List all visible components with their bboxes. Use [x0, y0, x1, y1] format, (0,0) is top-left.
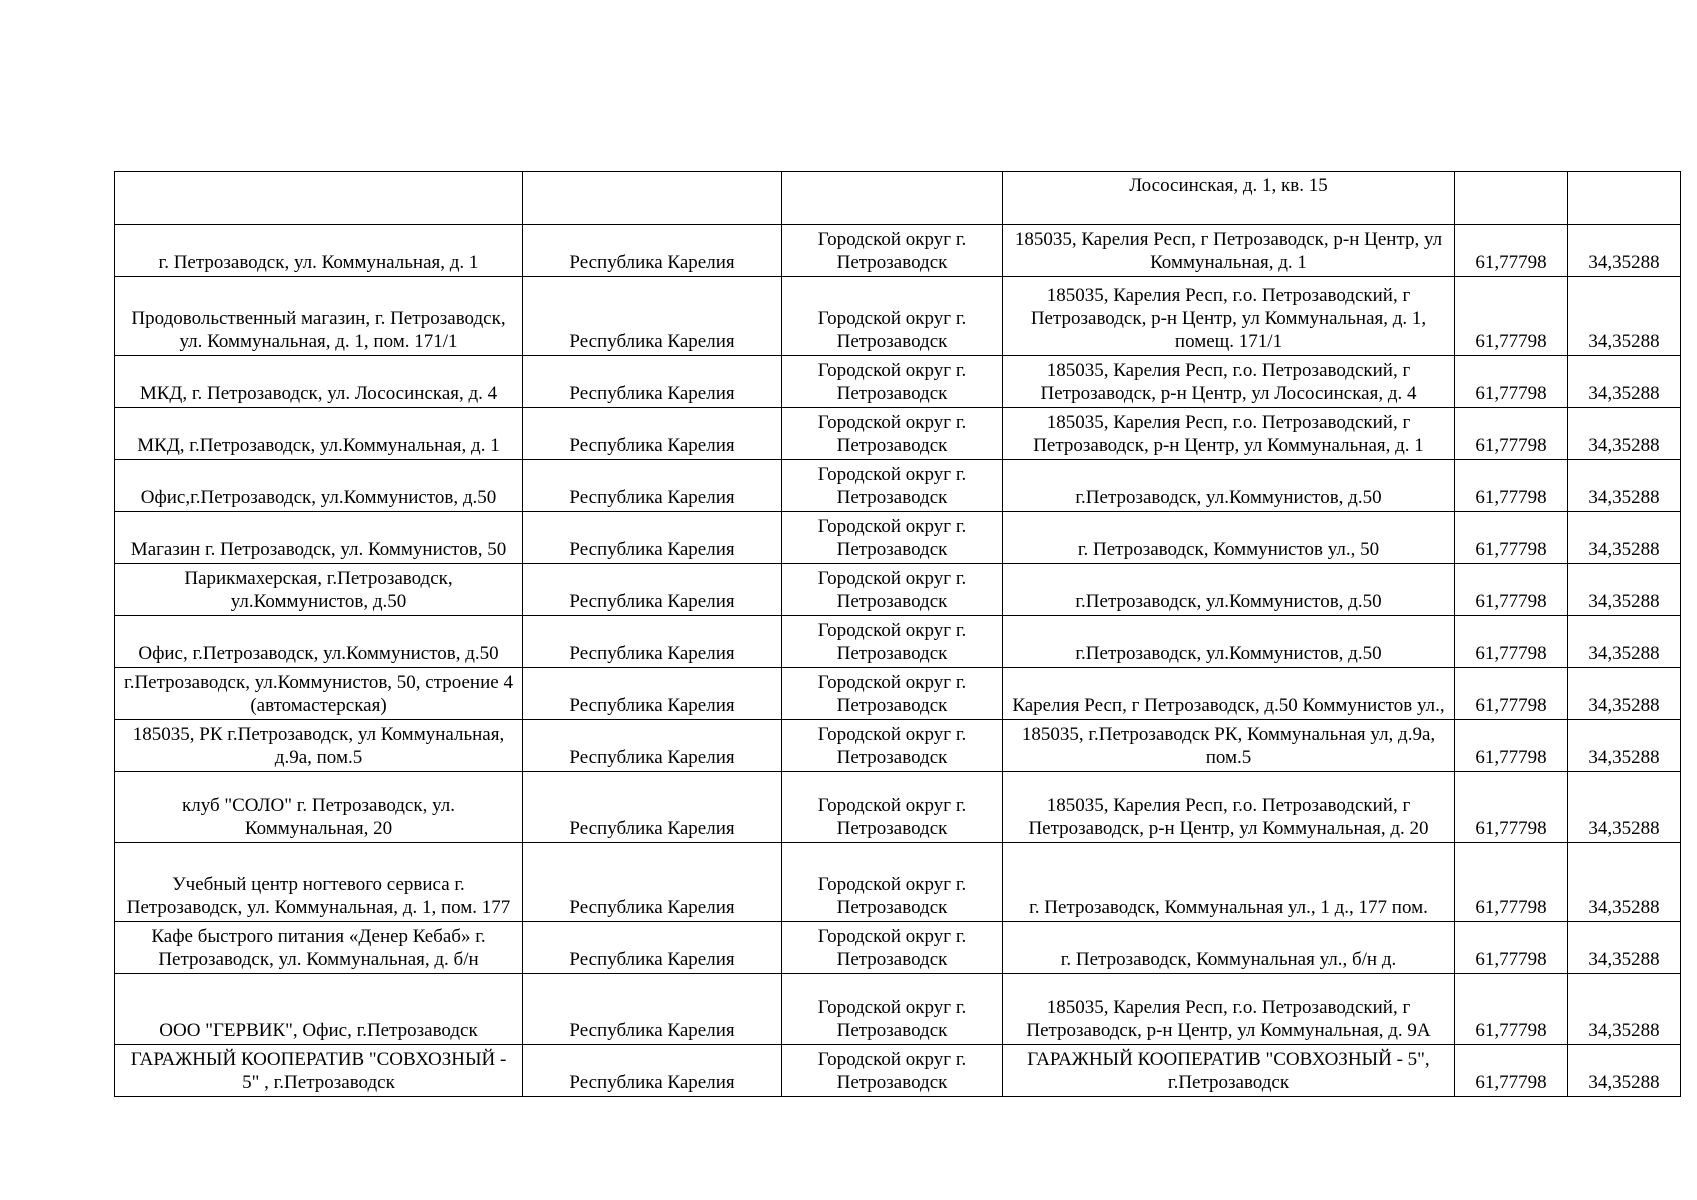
object-name-cell: Кафе быстрого питания «Денер Кебаб» г. Петрозаводск, ул. Коммунальная, д. б/н — [115, 922, 523, 974]
latitude-cell — [1455, 172, 1568, 225]
region-cell — [523, 172, 782, 225]
object-name-cell: МКД, г.Петрозаводск, ул.Коммунальная, д. 1 — [115, 408, 523, 460]
latitude-cell: 61,77798 — [1455, 460, 1568, 512]
latitude-cell: 61,77798 — [1455, 512, 1568, 564]
latitude-cell: 61,77798 — [1455, 564, 1568, 616]
table-row — [115, 974, 1681, 1045]
address-cell: Карелия Респ, г Петрозаводск, д.50 Коммунистов ул., — [1003, 668, 1455, 720]
object-name-cell: ГАРАЖНЫЙ КООПЕРАТИВ "СОВХОЗНЫЙ - 5" , г.Петрозаводск — [115, 1045, 523, 1097]
table-row — [115, 843, 1681, 922]
object-name-cell: г.Петрозаводск, ул.Коммунистов, 50, строение 4 (автомастерская) — [115, 668, 523, 720]
longitude-cell: 34,35288 — [1568, 843, 1681, 922]
latitude-cell: 61,77798 — [1455, 974, 1568, 1045]
region-cell: Республика Карелия — [523, 1045, 782, 1097]
municipality-cell: Городской округ г. Петрозаводск — [782, 225, 1003, 277]
municipality-cell: Городской округ г. Петрозаводск — [782, 616, 1003, 668]
object-name-cell — [115, 172, 523, 225]
table-row — [115, 408, 1681, 460]
region-cell: Республика Карелия — [523, 512, 782, 564]
table-row — [115, 922, 1681, 974]
object-name-cell: Офис,г.Петрозаводск, ул.Коммунистов, д.50 — [115, 460, 523, 512]
longitude-cell: 34,35288 — [1568, 668, 1681, 720]
table-row — [115, 277, 1681, 356]
table-body — [115, 172, 1681, 1097]
table-row — [115, 356, 1681, 408]
longitude-cell: 34,35288 — [1568, 616, 1681, 668]
address-cell: 185035, Карелия Респ, г.о. Петрозаводский, г Петрозаводск, р-н Центр, ул Коммунальная, д. 1, помещ. 171/1 — [1003, 277, 1455, 356]
latitude-cell: 61,77798 — [1455, 843, 1568, 922]
latitude-cell: 61,77798 — [1455, 408, 1568, 460]
municipality-cell: Городской округ г. Петрозаводск — [782, 356, 1003, 408]
table-row — [115, 512, 1681, 564]
object-name-cell: Учебный центр ногтевого сервиса г. Петрозаводск, ул. Коммунальная, д. 1, пом. 177 — [115, 843, 523, 922]
address-cell: 185035, Карелия Респ, г.о. Петрозаводский, г Петрозаводск, р-н Центр, ул Коммунальная, д. 20 — [1003, 772, 1455, 843]
table-row — [115, 668, 1681, 720]
longitude-cell: 34,35288 — [1568, 974, 1681, 1045]
municipality-cell: Городской округ г. Петрозаводск — [782, 460, 1003, 512]
longitude-cell: 34,35288 — [1568, 225, 1681, 277]
address-cell: 185035, г.Петрозаводск РК, Коммунальная ул, д.9а, пом.5 — [1003, 720, 1455, 772]
region-cell: Республика Карелия — [523, 616, 782, 668]
municipality-cell: Городской округ г. Петрозаводск — [782, 512, 1003, 564]
longitude-cell: 34,35288 — [1568, 564, 1681, 616]
object-name-cell: ООО "ГЕРВИК", Офис, г.Петрозаводск — [115, 974, 523, 1045]
address-cell: ГАРАЖНЫЙ КООПЕРАТИВ "СОВХОЗНЫЙ - 5", г.Петрозаводск — [1003, 1045, 1455, 1097]
region-cell: Республика Карелия — [523, 974, 782, 1045]
latitude-cell: 61,77798 — [1455, 616, 1568, 668]
region-cell: Республика Карелия — [523, 225, 782, 277]
municipality-cell — [782, 172, 1003, 225]
longitude-cell: 34,35288 — [1568, 720, 1681, 772]
latitude-cell: 61,77798 — [1455, 922, 1568, 974]
object-name-cell: Парикмахерская, г.Петрозаводск, ул.Коммунистов, д.50 — [115, 564, 523, 616]
object-name-cell: Офис, г.Петрозаводск, ул.Коммунистов, д.50 — [115, 616, 523, 668]
longitude-cell: 34,35288 — [1568, 772, 1681, 843]
longitude-cell: 34,35288 — [1568, 922, 1681, 974]
municipality-cell: Городской округ г. Петрозаводск — [782, 772, 1003, 843]
municipality-cell: Городской округ г. Петрозаводск — [782, 720, 1003, 772]
address-cell: 185035, Карелия Респ, г Петрозаводск, р-н Центр, ул Коммунальная, д. 1 — [1003, 225, 1455, 277]
municipality-cell: Городской округ г. Петрозаводск — [782, 408, 1003, 460]
longitude-cell: 34,35288 — [1568, 356, 1681, 408]
region-cell: Республика Карелия — [523, 408, 782, 460]
municipality-cell: Городской округ г. Петрозаводск — [782, 974, 1003, 1045]
latitude-cell: 61,77798 — [1455, 356, 1568, 408]
municipality-cell: Городской округ г. Петрозаводск — [782, 668, 1003, 720]
longitude-cell: 34,35288 — [1568, 277, 1681, 356]
region-cell: Республика Карелия — [523, 564, 782, 616]
address-cell: Лососинская, д. 1, кв. 15 — [1003, 172, 1455, 225]
address-cell: г.Петрозаводск, ул.Коммунистов, д.50 — [1003, 616, 1455, 668]
table-row — [115, 460, 1681, 512]
municipality-cell: Городской округ г. Петрозаводск — [782, 1045, 1003, 1097]
address-cell: г. Петрозаводск, Коммунистов ул., 50 — [1003, 512, 1455, 564]
municipality-cell: Городской округ г. Петрозаводск — [782, 564, 1003, 616]
latitude-cell: 61,77798 — [1455, 772, 1568, 843]
object-name-cell: г. Петрозаводск, ул. Коммунальная, д. 1 — [115, 225, 523, 277]
region-cell: Республика Карелия — [523, 720, 782, 772]
address-cell: 185035, Карелия Респ, г.о. Петрозаводский, г Петрозаводск, р-н Центр, ул Коммунальная, д. 9А — [1003, 974, 1455, 1045]
address-cell: 185035, Карелия Респ, г.о. Петрозаводский, г Петрозаводск, р-н Центр, ул Лососинская, д. 4 — [1003, 356, 1455, 408]
region-cell: Республика Карелия — [523, 922, 782, 974]
latitude-cell: 61,77798 — [1455, 668, 1568, 720]
municipality-cell: Городской округ г. Петрозаводск — [782, 277, 1003, 356]
municipality-cell: Городской округ г. Петрозаводск — [782, 922, 1003, 974]
address-cell: г. Петрозаводск, Коммунальная ул., б/н д. — [1003, 922, 1455, 974]
address-cell: 185035, Карелия Респ, г.о. Петрозаводский, г Петрозаводск, р-н Центр, ул Коммунальная, д. 1 — [1003, 408, 1455, 460]
longitude-cell: 34,35288 — [1568, 512, 1681, 564]
address-cell: г.Петрозаводск, ул.Коммунистов, д.50 — [1003, 460, 1455, 512]
object-name-cell: 185035, РК г.Петрозаводск, ул Коммунальная, д.9а, пом.5 — [115, 720, 523, 772]
latitude-cell: 61,77798 — [1455, 1045, 1568, 1097]
longitude-cell: 34,35288 — [1568, 460, 1681, 512]
address-cell: г. Петрозаводск, Коммунальная ул., 1 д., 177 пом. — [1003, 843, 1455, 922]
longitude-cell — [1568, 172, 1681, 225]
table-row — [115, 172, 1681, 225]
address-cell: г.Петрозаводск, ул.Коммунистов, д.50 — [1003, 564, 1455, 616]
table-row — [115, 225, 1681, 277]
region-cell: Республика Карелия — [523, 460, 782, 512]
region-cell: Республика Карелия — [523, 277, 782, 356]
table-row — [115, 772, 1681, 843]
table-row — [115, 1045, 1681, 1097]
table-row — [115, 564, 1681, 616]
latitude-cell: 61,77798 — [1455, 225, 1568, 277]
region-cell: Республика Карелия — [523, 772, 782, 843]
longitude-cell: 34,35288 — [1568, 408, 1681, 460]
table-row — [115, 720, 1681, 772]
table-row — [115, 616, 1681, 668]
object-name-cell: Продовольственный магазин, г. Петрозаводск, ул. Коммунальная, д. 1, пом. 171/1 — [115, 277, 523, 356]
address-table — [114, 171, 1681, 1097]
object-name-cell: клуб "СОЛО" г. Петрозаводск, ул. Коммунальная, 20 — [115, 772, 523, 843]
municipality-cell: Городской округ г. Петрозаводск — [782, 843, 1003, 922]
object-name-cell: Магазин г. Петрозаводск, ул. Коммунистов, 50 — [115, 512, 523, 564]
latitude-cell: 61,77798 — [1455, 720, 1568, 772]
latitude-cell: 61,77798 — [1455, 277, 1568, 356]
region-cell: Республика Карелия — [523, 843, 782, 922]
longitude-cell: 34,35288 — [1568, 1045, 1681, 1097]
region-cell: Республика Карелия — [523, 668, 782, 720]
region-cell: Республика Карелия — [523, 356, 782, 408]
object-name-cell: МКД, г. Петрозаводск, ул. Лососинская, д. 4 — [115, 356, 523, 408]
